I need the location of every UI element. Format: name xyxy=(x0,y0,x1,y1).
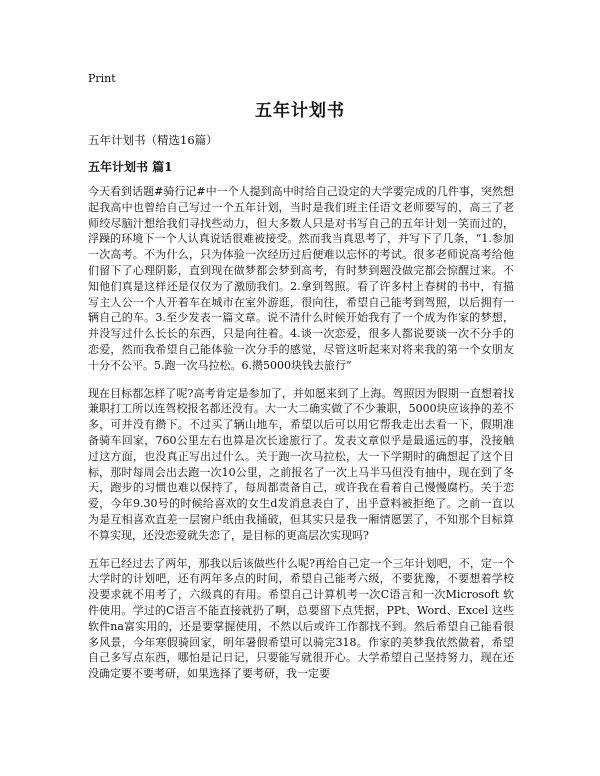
section-heading: 五年计划书 篇1 xyxy=(88,160,173,174)
paragraph-2: 现在目标都怎样了呢?高考肯定是参加了，并如愿来到了上海。驾照因为假期一直想着找兼职打工所以连驾校报名都还没有。大一大二确实做了不少兼职，5000块应该挣的差不多，可并没有攒下。不过买了辆山地车，希望以后可以用它帮我走出去看一下，假期准备骑车回家，760公里左右也算是次长途旅行了。发表文章似乎是最遥远的事，没接触过这方面，也没真正写出过什么。关于跑一次马拉松，大一下学期时的确想起了这个目标，那时每周会出去跑一次10公里，之前报名了一次上马半马但没有抽中，现在到了冬天，跑步的习惯也难以保持了，每周都责备自己，或许我在看着自己慢慢腐朽。关于恋爱，今年9.30号的时候给喜欢的女生d发消息表白了，出乎意料被拒绝了。之前一直以为是互相喜欢直差一层窗户纸由我捅破，但其实只是我一厢情愿罢了，不知那个目标算不算实现，还没恋爱就失恋了，是目标的更高层次实现吗? xyxy=(88,386,514,542)
paragraph-1: 今天看到话题#骑行记#中一个人提到高中时给自己设定的大学要完成的几件事，突然想起我高中也曾给自己写过一个五年计划，当时是我们班主任语文老师要写的，高三了老师绞尽脑汁想给我们寻找些动力，但大多数人只是对书写自己的五年计划一笑而过的，浮躁的环境下一个人认真说话很难被接受。然而我当真思考了，并写下了几条，“1.参加一次高考。不为什么，只为体验一次经历过后便难以忘怀的考试。很多老师说高考给他们留下了心理阴影，直到现在做梦都会梦到高考，有时梦到题没做完都会惊醒过来。不知他们真是这样还是仅仅为了激励我们。2.拿到驾照。看了许多村上春树的书中，有描写主人公一个人开着车在城市在室外游逛，很向往，希望自己能考到驾照，以后拥有一辆自己的车。3.至少发表一篇文章。说不清什么时候开始我有了一个成为作家的梦想，并没写过什么长长的东西，只是向往着。4.谈一次恋爱，很多人都说要谈一次不分手的恋爱，然而我希望自己能体验一次分手的感觉，尽管这听起来对将来我的第一个女朋友十分不公平。5.跑一次马拉松。6.攒5000块钱去旅行” xyxy=(88,185,514,372)
paragraph-3: 五年已经过去了两年，那我以后该做些什么呢?再给自己定一个三年计划吧，不，定一个大学时的计划吧，还有两年多点的时间，希望自己能考六级，不要犹豫，不要想着学校没要求就不用考了，六级真的有用。希望自己计算机考一次C语言和一次Microsoft 软件使用。学过的C语言不能直接就扔了啊，总要留下点凭据，PPt、Word、Excel 这些软件na富实用的，还是要掌握使用，不然以后或许工作都找不到。然后希望自己能看很多风景，今年寒假骑回家，明年暑假希望可以骑完318。作家的美梦我依然做着，希望自己多写点东西，哪怕是记日记，只要能写就很开心。大学希望自己坚持努力，现在还没确定要不要考研，如果选择了要考研，我一定要 xyxy=(88,556,514,681)
article-body xyxy=(88,184,514,694)
print-label[interactable]: Print xyxy=(88,72,116,85)
page-title: 五年计划书 xyxy=(255,101,345,121)
document-subtitle: 五年计划书（精选16篇） xyxy=(88,133,218,147)
